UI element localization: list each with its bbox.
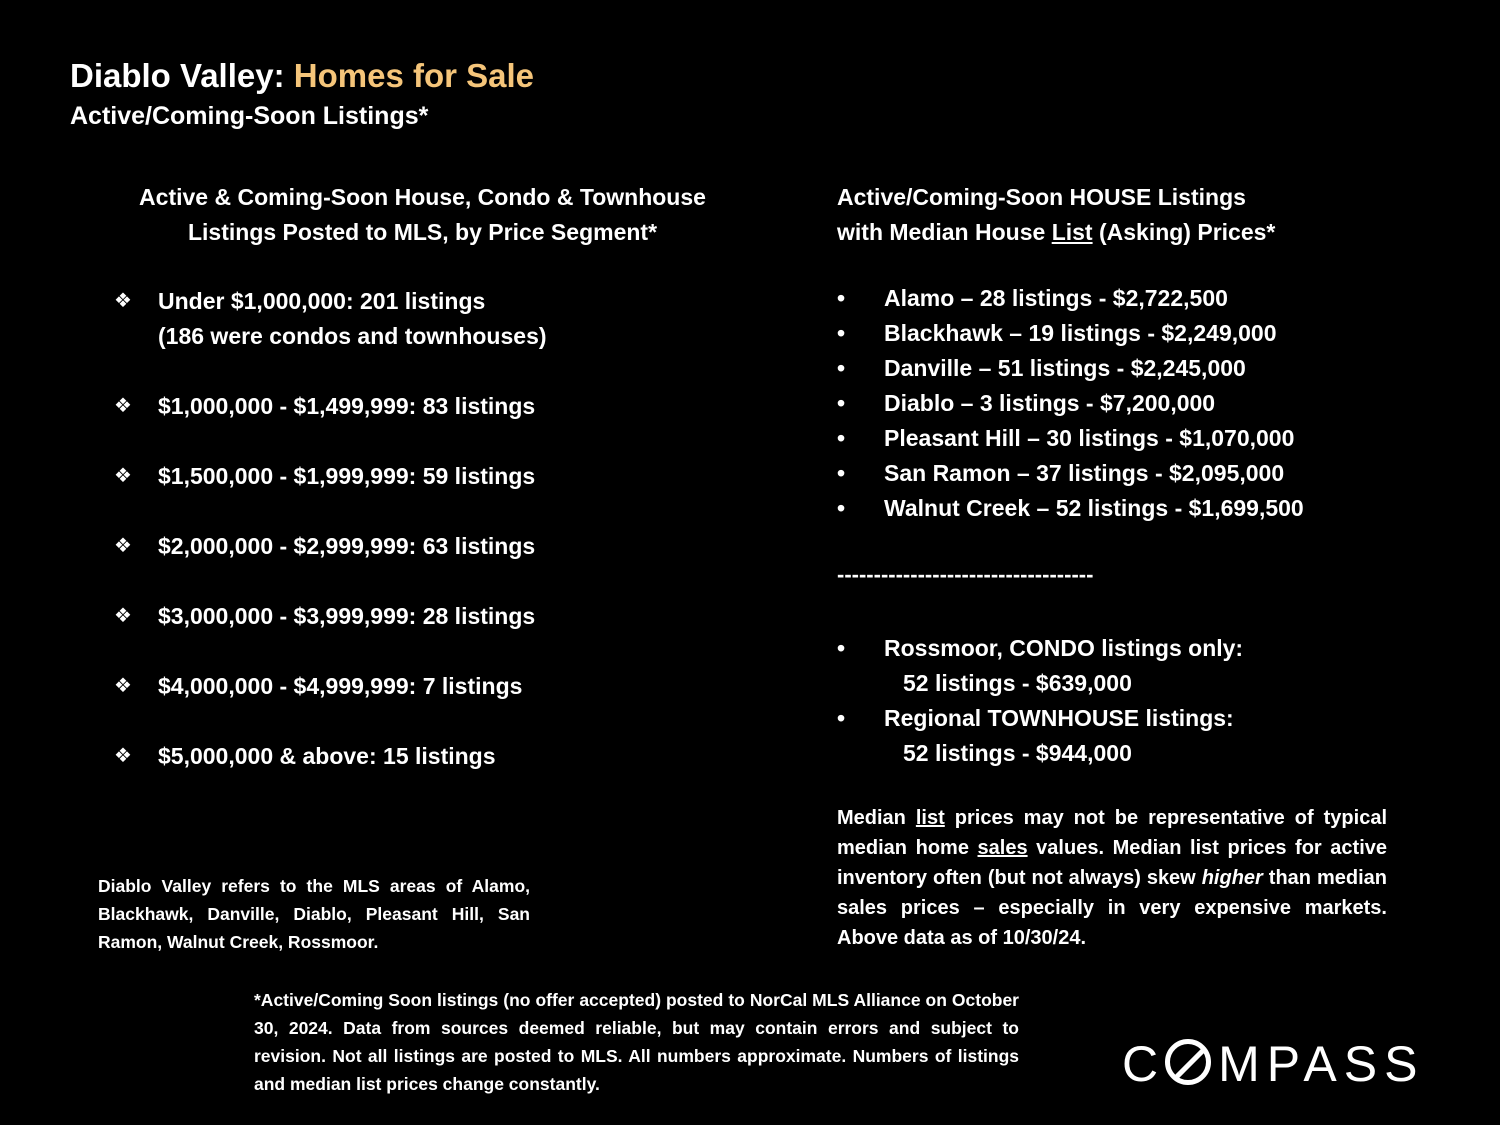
town-listing-text: Pleasant Hill – 30 listings - $1,070,000 — [884, 425, 1295, 451]
town-listing-text: Danville – 51 listings - $2,245,000 — [884, 355, 1246, 381]
logo-text: MPASS — [1218, 1036, 1425, 1092]
heading-underlined: List — [1051, 219, 1093, 245]
town-listing-text: San Ramon – 37 listings - $2,095,000 — [884, 460, 1285, 486]
diamond-bullet-icon: ❖ — [114, 465, 132, 487]
bullet-icon: • — [837, 320, 846, 346]
note-underlined: sales — [977, 837, 1028, 859]
diamond-bullet-icon: ❖ — [114, 290, 132, 312]
heading-text: with Median House — [837, 219, 1052, 245]
heading-text: (Asking) Prices* — [1092, 219, 1276, 245]
price-segment-text: $1,000,000 - $1,499,999: 83 listings — [158, 393, 536, 419]
page-subtitle: Active/Coming-Soon Listings* — [70, 102, 429, 130]
price-segment-heading-line1: Active & Coming-Soon House, Condo & Townhouse — [139, 184, 706, 210]
rossmoor-label: Rossmoor, CONDO listings only: — [884, 635, 1244, 661]
note-text: values. Median list prices for active inventory often (but not always) skew — [837, 837, 1387, 889]
note-text: Median — [837, 807, 916, 829]
price-segment-text: $4,000,000 - $4,999,999: 7 listings — [158, 673, 523, 699]
town-listing-text: Blackhawk – 19 listings - $2,249,000 — [884, 320, 1277, 346]
house-listings-heading-line2 — [837, 215, 1275, 250]
compass-o-icon — [1165, 1039, 1211, 1085]
logo-text: C — [1122, 1036, 1166, 1092]
price-segment-text: $1,500,000 - $1,999,999: 59 listings — [158, 463, 536, 489]
page-title — [70, 56, 534, 96]
price-segment-heading-line2: Listings Posted to MLS, by Price Segment* — [187, 219, 658, 245]
bullet-icon: • — [837, 355, 846, 381]
town-listing-text: Diablo – 3 listings - $7,200,000 — [884, 390, 1216, 416]
diamond-bullet-icon: ❖ — [114, 675, 132, 697]
house-listings-heading-line1: Active/Coming-Soon HOUSE Listings — [837, 184, 1246, 210]
diablo-valley-note: Diablo Valley refers to the MLS areas of Alamo, Blackhawk, Danville, Diablo, Pleasant Hill, San Ramon, Walnut Creek, Rossmoor. — [98, 876, 530, 952]
bullet-icon: • — [837, 425, 846, 451]
title-accent: Homes for Sale — [293, 57, 535, 94]
diamond-bullet-icon: ❖ — [114, 395, 132, 417]
divider: ----------------------------------- — [837, 562, 1094, 587]
bullet-icon: • — [837, 495, 846, 521]
footnote: *Active/Coming Soon listings (no offer accepted) posted to NorCal MLS Alliance on October 30, 2024. Data from sources deemed reliable, but may contain errors and subject to revision. Not all listings are posted to MLS. All numbers approximate. Numbers of listings and median list prices change constantly. — [254, 990, 1019, 1094]
price-segment-subtext: (186 were condos and townhouses) — [158, 323, 547, 349]
diamond-bullet-icon: ❖ — [114, 745, 132, 767]
note-italic: higher — [1201, 867, 1263, 889]
townhouse-value: 52 listings - $944,000 — [903, 740, 1132, 766]
bullet-icon: • — [837, 285, 846, 311]
bullet-icon: • — [837, 705, 846, 731]
townhouse-label: Regional TOWNHOUSE listings: — [884, 705, 1234, 731]
note-text: prices may not be representative of typical median home — [837, 807, 1387, 859]
diamond-bullet-icon: ❖ — [114, 535, 132, 557]
compass-logo — [1122, 1034, 1424, 1094]
price-segment-text: $5,000,000 & above: 15 listings — [158, 743, 496, 769]
note-underlined: list — [915, 807, 945, 829]
bullet-icon: • — [837, 390, 846, 416]
price-segment-text: $3,000,000 - $3,999,999: 28 listings — [158, 603, 536, 629]
town-listing-text: Alamo – 28 listings - $2,722,500 — [884, 285, 1228, 311]
diamond-bullet-icon: ❖ — [114, 605, 132, 627]
town-listing-text: Walnut Creek – 52 listings - $1,699,500 — [884, 495, 1304, 521]
median-price-note — [837, 803, 1387, 953]
price-segment-text: $2,000,000 - $2,999,999: 63 listings — [158, 533, 536, 559]
rossmoor-value: 52 listings - $639,000 — [903, 670, 1132, 696]
house-listings-heading — [837, 180, 1275, 250]
note-text: than median sales prices – especially in very expensive markets. Above data as of 10/30/24. — [837, 867, 1387, 949]
bullet-icon: • — [837, 460, 846, 486]
price-segment-heading — [100, 180, 745, 250]
bullet-icon: • — [837, 635, 846, 661]
title-prefix: Diablo Valley: — [70, 57, 285, 94]
price-segment-text: Under $1,000,000: 201 listings — [158, 288, 486, 314]
